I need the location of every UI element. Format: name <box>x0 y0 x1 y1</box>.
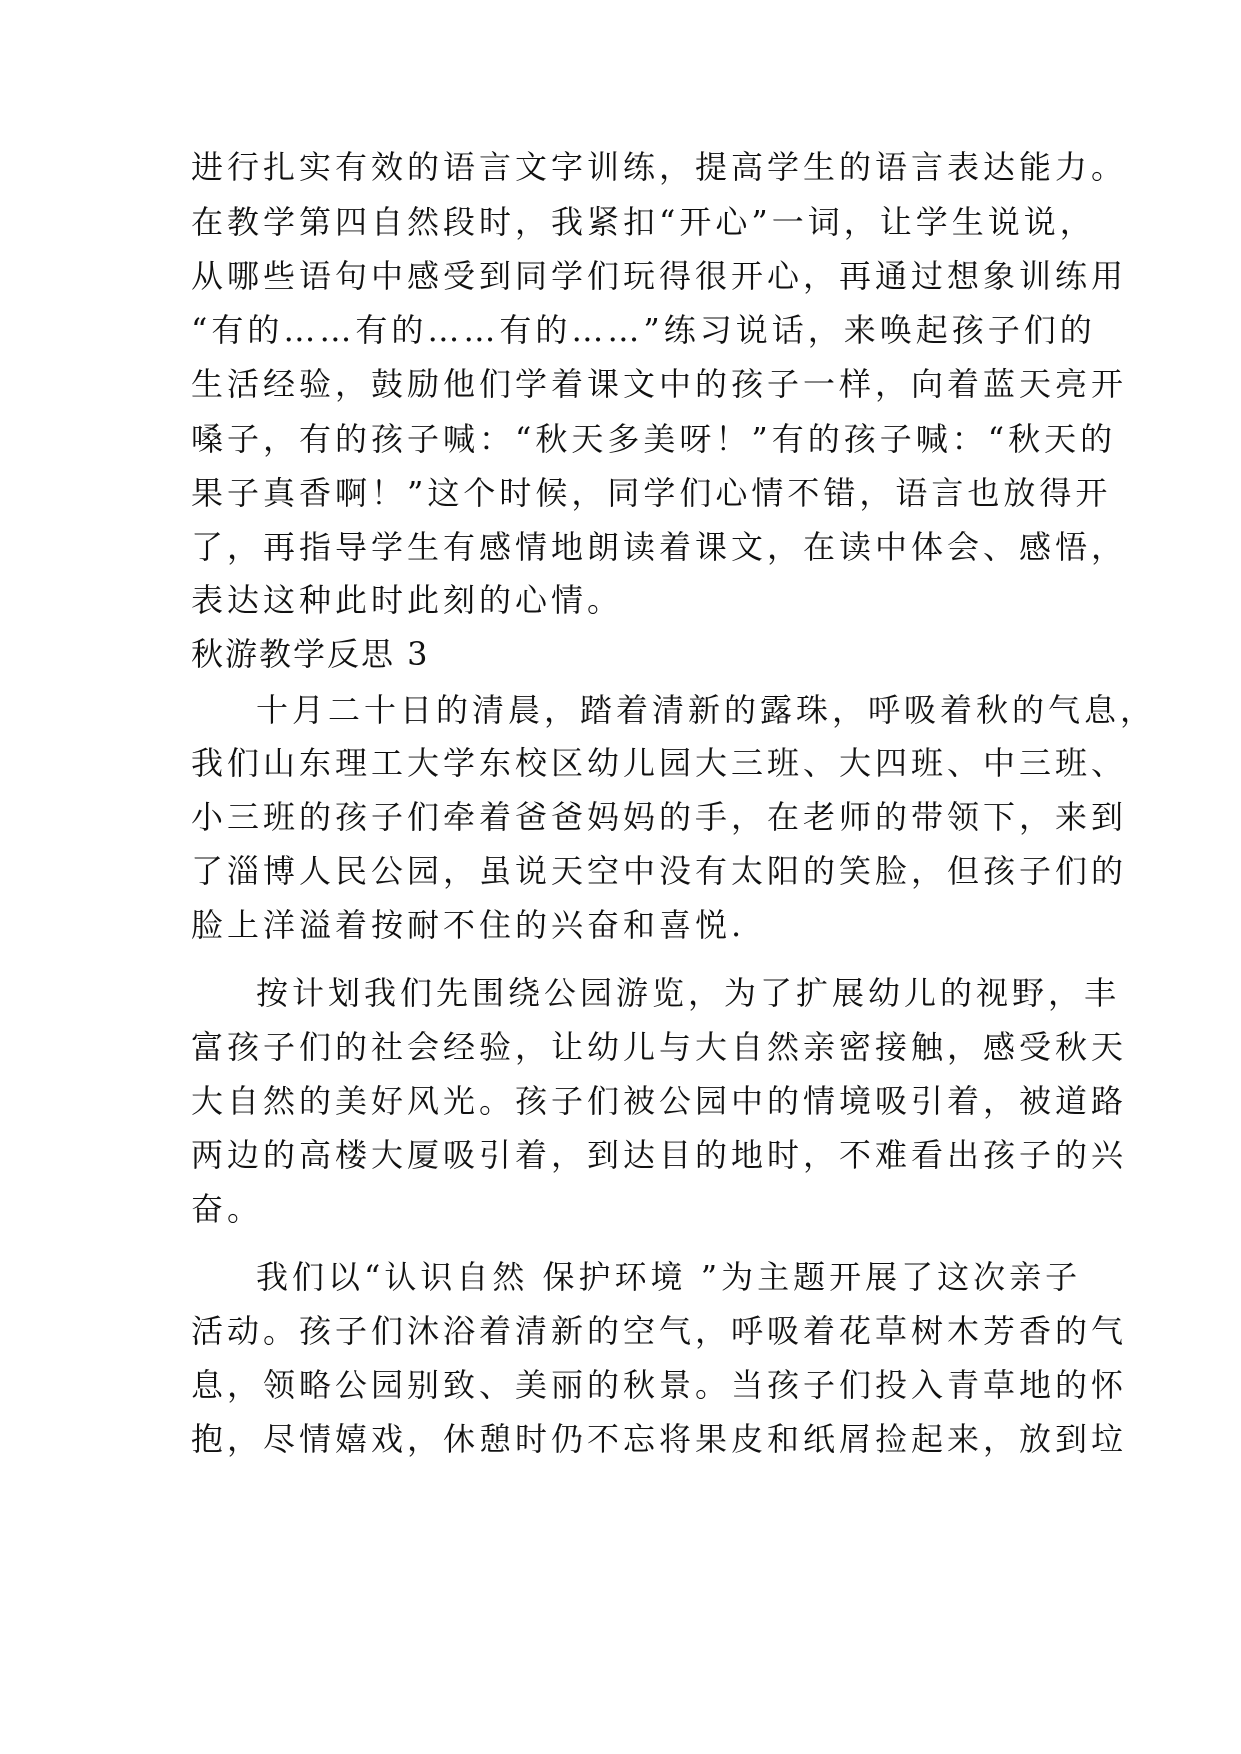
paragraph-line: 十月二十日的清晨，踏着清新的露珠，呼吸着秋的气息， <box>256 691 1157 729</box>
paragraph-line: 果子真香啊！”这个时候，同学们心情不错，语言也放得开 <box>191 474 1112 512</box>
paragraph-line: 我们以“认识自然 保护环境 ”为主题开展了这次亲子 <box>256 1258 1082 1296</box>
paragraph-line: 了淄博人民公园，虽说天空中没有太阳的笑脸，但孩子们的 <box>191 852 1128 890</box>
paragraph-line: 我们山东理工大学东校区幼儿园大三班、大四班、中三班、 <box>191 744 1128 782</box>
paragraph-line: 在教学第四自然段时，我紧扣“开心”一词，让学生说说， <box>191 203 1096 241</box>
paragraph-line: “有的……有的……有的……”练习说话，来唤起孩子们的 <box>191 311 1096 349</box>
paragraph-line: 了，再指导学生有感情地朗读着课文，在读中体会、感悟， <box>191 528 1128 566</box>
paragraph-line: 富孩子们的社会经验，让幼儿与大自然亲密接触，感受秋天 <box>191 1028 1128 1066</box>
paragraph-line: 从哪些语句中感受到同学们玩得很开心，再通过想象训练用 <box>191 257 1128 295</box>
paragraph-line: 进行扎实有效的语言文字训练，提高学生的语言表达能力。 <box>191 148 1128 186</box>
paragraph-line: 息，领略公园别致、美丽的秋景。当孩子们投入青草地的怀 <box>191 1366 1128 1404</box>
paragraph-line: 脸上洋溢着按耐不住的兴奋和喜悦. <box>191 906 746 944</box>
paragraph-line: 小三班的孩子们牵着爸爸妈妈的手，在老师的带领下，来到 <box>191 798 1128 836</box>
paragraph-line: 嗓子，有的孩子喊：“秋天多美呀！”有的孩子喊：“秋天的 <box>191 420 1117 458</box>
section-heading: 秋游教学反思 3 <box>191 635 430 673</box>
paragraph-line: 表达这种此时此刻的心情。 <box>191 581 624 619</box>
paragraph-line: 大自然的美好风光。孩子们被公园中的情境吸引着，被道路 <box>191 1082 1128 1120</box>
paragraph-line: 活动。孩子们沐浴着清新的空气，呼吸着花草树木芳香的气 <box>191 1312 1128 1350</box>
paragraph-line: 两边的高楼大厦吸引着，到达目的地时，不难看出孩子的兴 <box>191 1136 1128 1174</box>
paragraph-line: 奋。 <box>191 1190 264 1228</box>
paragraph-line: 抱，尽情嬉戏，休憩时仍不忘将果皮和纸屑捡起来，放到垃 <box>191 1420 1128 1458</box>
paragraph-line: 按计划我们先围绕公园游览，为了扩展幼儿的视野，丰 <box>256 974 1121 1012</box>
paragraph-line: 生活经验，鼓励他们学着课文中的孩子一样，向着蓝天亮开 <box>191 365 1128 403</box>
